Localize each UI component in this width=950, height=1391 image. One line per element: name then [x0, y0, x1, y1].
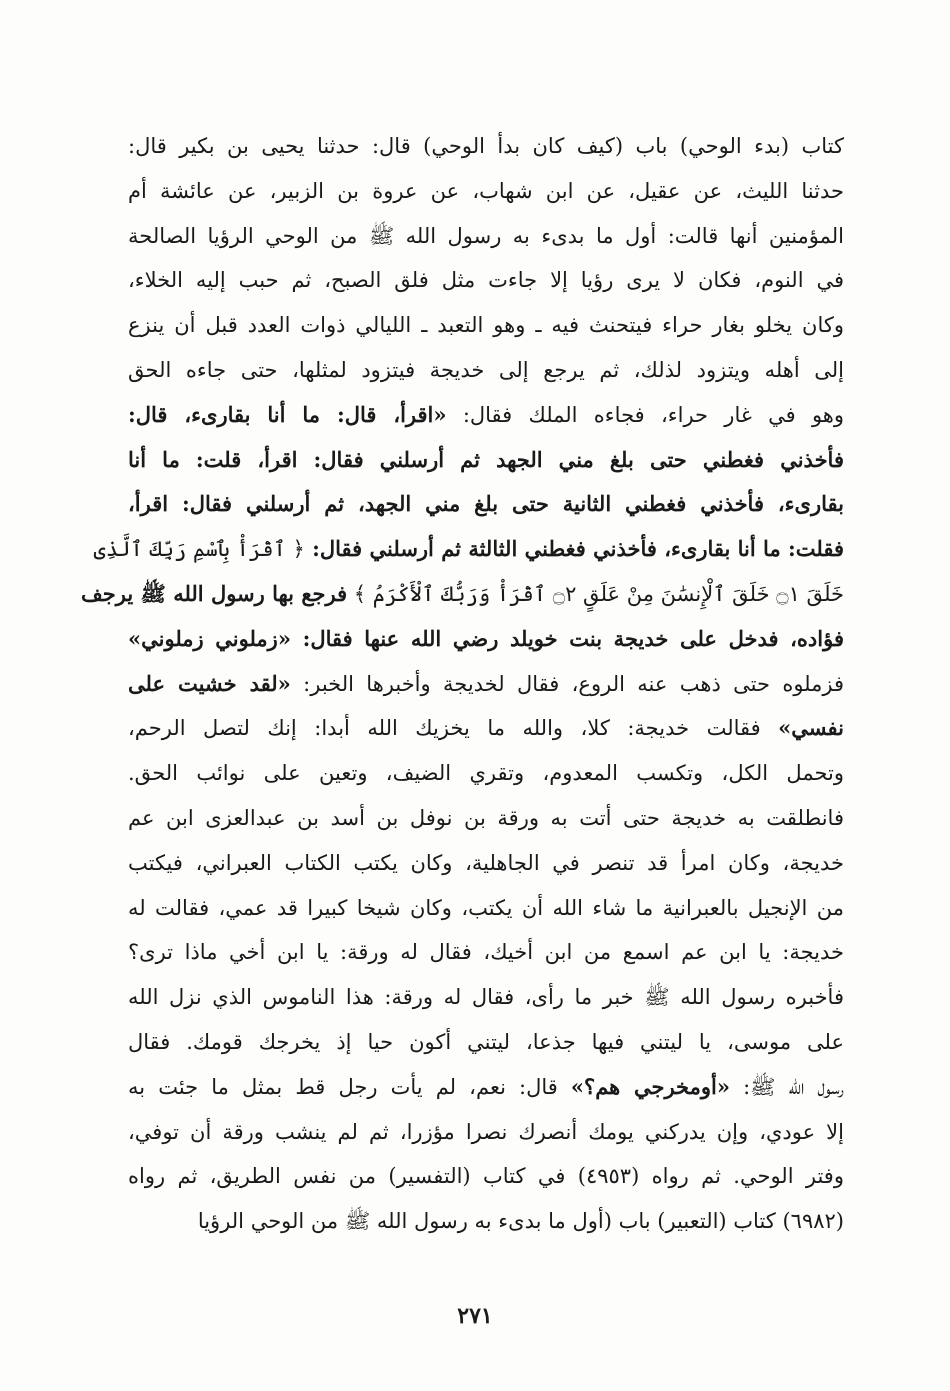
text-line [128, 482, 844, 527]
text-run: خديجة: يا ابن عم اسمع من ابن أخيك، فقال له ورقة: يا ابن أخي ماذا ترى؟ [128, 940, 844, 965]
text-line [128, 617, 844, 662]
text-line [128, 662, 844, 707]
text-run: خديجة، وكان امرأ قد تنصر في الجاهلية، وكان يكتب الكتاب العبراني، فيكتب [128, 850, 844, 875]
bold-text-run: «أومخرجي هم؟» [570, 1073, 730, 1099]
bold-text-run: فرجع بها رسول الله ﷺ يرجف [81, 580, 348, 606]
bold-text-run: «لقد خشيت على [128, 670, 291, 696]
page-number: ٢٧١ [457, 1303, 493, 1329]
text-line [93, 527, 844, 572]
text-line [128, 169, 844, 214]
text-line [128, 796, 844, 841]
text-line [128, 303, 844, 348]
text-run: في النوم، فكان لا يرى رؤيا إلا جاءت مثل فلق الصبح، ثم حبب إليه الخلاء، [128, 268, 844, 293]
text-run: وهو في غار حراء، فجاءه الملك فقال: [446, 402, 845, 427]
text-run: خَلَقَ ۝١ خَلَقَ ٱلْإِنسَٰنَ مِنْ عَلَقٍ ۝٢ ٱقْرَأْ وَرَبُّكَ ٱلْأَكْرَمُ ﴾ [347, 581, 844, 606]
text-run: فانطلقت به خديجة حتى أتت به ورقة بن نوفل بن أسد بن عبدالعزى ابن عم [128, 805, 844, 830]
text-run: وكان يخلو بغار حراء فيتحنث فيه ـ وهو التعبد ـ الليالي ذوات العدد قبل أن ينزع [128, 313, 844, 338]
text-line [128, 975, 844, 1020]
text-run: حدثنا الليث، عن عقيل، عن ابن شهاب، عن عروة بن الزبير، عن عائشة أم [128, 178, 844, 203]
text-line [128, 214, 844, 259]
text-run: إلا عودي، وإن يدركني يومك أنصرك نصرا مؤزرا، ثم لم ينشب ورقة أن توفي، [128, 1119, 844, 1144]
text-run: إلى أهله ويتزود لذلك، ثم يرجع إلى خديجة فيتزود لمثلها، حتى جاءه الحق [128, 357, 844, 382]
text-run: كتاب (بدء الوحي) باب (كيف كان بدأ الوحي) قال: حدثنا يحيى بن بكير قال: [128, 134, 844, 158]
text-line [128, 1110, 844, 1155]
text-run: من الإنجيل بالعبرانية ما شاء الله أن يكتب، وكان شيخا كبيرا قد عمي، فقالت له [128, 895, 844, 920]
bold-text-run: فؤاده، فدخل على خديجة بنت خويلد رضي الله عنها فقال: «زملوني زملوني» [128, 625, 844, 651]
text-run: فقالت خديجة: كلا، والله ما يخزيك الله أبدا: إنك لتصل الرحم، [128, 716, 779, 741]
text-run: وتحمل الكل، وتكسب المعدوم، وتقري الضيف، وتعين على نوائب الحق. [128, 761, 844, 786]
text-run: على موسى، يا ليتني فيها جذعا، ليتني أكون حيا إذ يخرجك قومك. فقال [128, 1029, 844, 1054]
text-line [128, 258, 844, 303]
text-run: (٦٩٨٢) كتاب (التعبير) باب (أول ما بدىء به رسول الله ﷺ من الوحي الرؤيا [197, 1209, 844, 1234]
text-line [128, 124, 844, 169]
text-line [128, 1065, 844, 1110]
text-run: فزملوه حتى ذهب عنه الروع، فقال لخديجة وأخبرها الخبر: [290, 671, 844, 696]
text-line [128, 706, 844, 751]
text-line [128, 1154, 844, 1199]
bold-text-run: فأخذني فغطني حتى بلغ مني الجهد ثم أرسلني فقال: اقرأ، قلت: ما أنا [128, 446, 844, 472]
text-run: ﴿ ٱقْرَأْ بِٱسْمِ رَبِّكَ ٱلَّذِى [93, 537, 305, 562]
text-line [128, 393, 844, 438]
bold-text-run: نفسي» [778, 715, 844, 741]
text-line [128, 348, 844, 393]
text-run: فأخبره رسول الله ﷺ خبر ما رأى، فقال له ورقة: هذا الناموس الذي نزل الله [128, 985, 844, 1010]
body-text [81, 124, 845, 1244]
text-run: قال: نعم، لم يأت رجل قط بمثل ما جئت به [128, 1074, 571, 1099]
bold-text-run: فقلت: ما أنا بقارىء، فأخذني فغطني الثالثة ثم أرسلني فقال: [304, 536, 844, 562]
text-line [128, 930, 844, 975]
text-run: رسول الله ﷺ: [729, 1074, 845, 1099]
bold-text-run: «اقرأ، قال: ما أنا بقارىء، قال: [128, 401, 447, 427]
text-line [128, 1020, 844, 1065]
text-line [128, 841, 844, 886]
text-line [81, 572, 844, 617]
text-line [128, 1199, 844, 1244]
text-run: المؤمنين أنها قالت: أول ما بدىء به رسول الله ﷺ من الوحي الرؤيا الصالحة [128, 223, 844, 248]
bold-text-run: بقارىء، فأخذني فغطني الثانية حتى بلغ مني الجهد، ثم أرسلني فقال: اقرأ، [128, 491, 844, 517]
text-line [128, 751, 844, 796]
text-line [128, 886, 844, 931]
text-line [128, 438, 844, 483]
text-run: وفتر الوحي. ثم رواه (٤٩٥٣) في كتاب (التفسير) من نفس الطريق، ثم رواه [128, 1164, 844, 1189]
